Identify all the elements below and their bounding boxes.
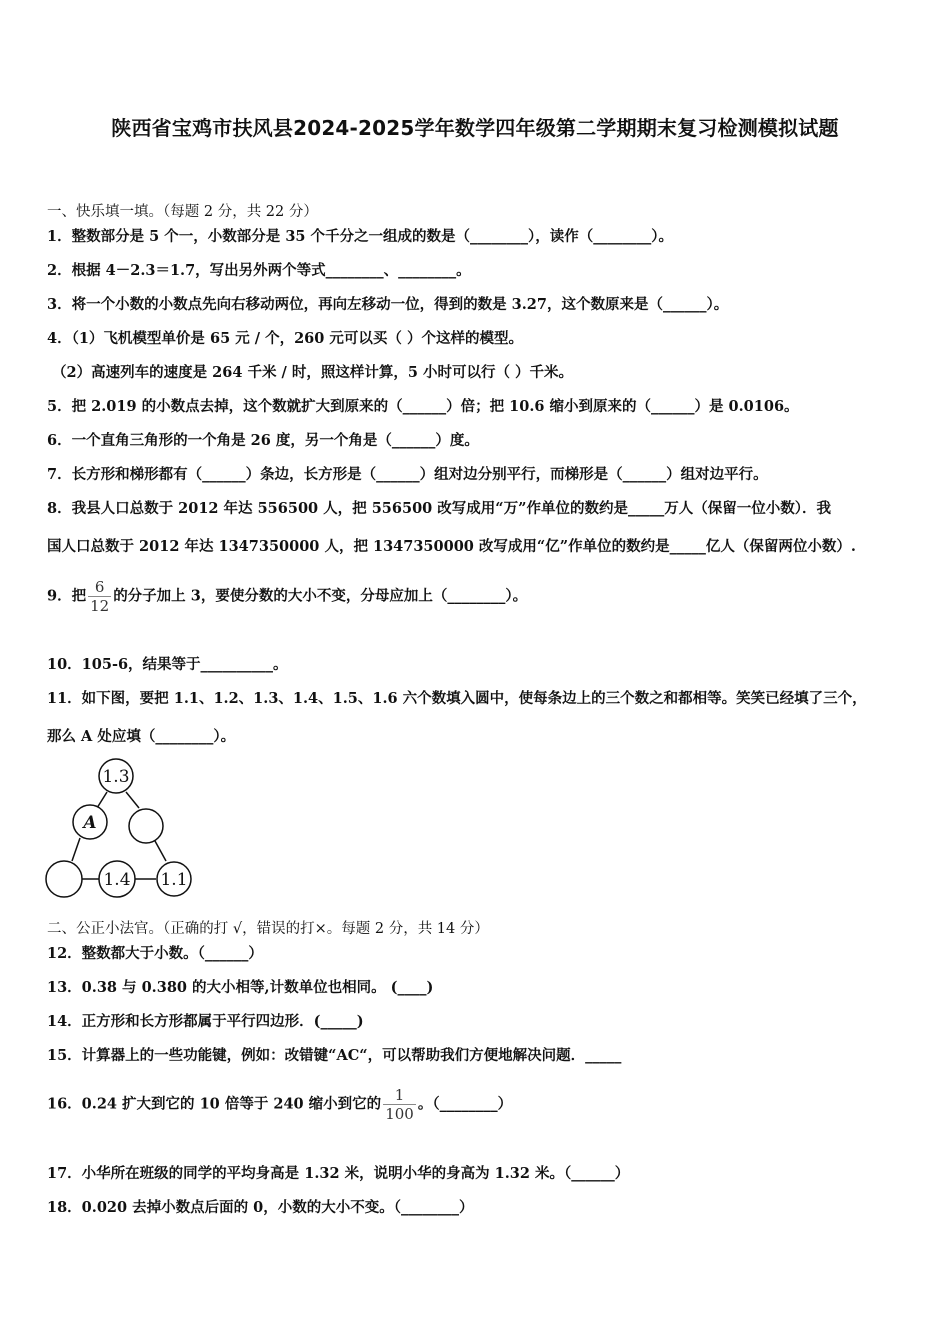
question-16 xyxy=(47,1086,512,1123)
question-5: 5．把 2.019 的小数点去掉，这个数就扩大到原来的（______）倍；把 10.6 缩小到原来的（______）是 0.0106。 xyxy=(47,398,799,415)
figure-label-bottom-right: 1.1 xyxy=(160,870,188,890)
question-7: 7．长方形和梯形都有（______）条边，长方形是（______）组对边分别平行，而梯形是（______）组对边平行。 xyxy=(47,466,768,483)
circle-right-mid xyxy=(129,809,163,843)
fraction-6-12 xyxy=(88,578,111,615)
question-11-line-1: 11．如下图，要把 1.1、1.2、1.3、1.4、1.5、1.6 六个数填入圆中，使每条边上的三个数之和都相等。笑笑已经填了三个， xyxy=(47,690,867,707)
question-4-part-1: 4．（1）飞机模型单价是 65 元 / 个，260 元可以买（ ）个这样的模型。 xyxy=(47,330,523,347)
question-10: 10．105-6，结果等于__________。 xyxy=(47,656,288,673)
edge-right-bottom xyxy=(155,841,166,861)
question-12: 12．整数都大于小数。（______） xyxy=(47,945,263,962)
question-8-line-1: 8．我县人口总数于 2012 年达 556500 人，把 556500 改写成用“万”作单位的数约是_____万人（保留一位小数）．我 xyxy=(47,500,831,517)
figure-label-a: A xyxy=(83,813,97,833)
question-9-suffix: 的分子加上 3，要使分数的大小不变，分母应加上（________）。 xyxy=(113,587,528,605)
section-heading-2: 二、公正小法官。（正确的打 √，错误的打×。每题 2 分，共 14 分） xyxy=(47,921,489,937)
question-1: 1．整数部分是 5 个一，小数部分是 35 个千分之一组成的数是（________），读作（________）。 xyxy=(47,228,674,245)
question-13: 13．0.38 与 0.380 的大小相等,计数单位也相同。 (____) xyxy=(47,979,434,996)
fraction-denominator: 100 xyxy=(385,1105,414,1123)
question-4-part-2: （2）高速列车的速度是 264 千米 / 时，照这样计算，5 小时可以行（ ）千米。 xyxy=(52,364,574,381)
edge-left-bottom xyxy=(72,838,80,861)
question-3: 3．将一个小数的小数点先向右移动两位，再向左移动一位，得到的数是 3.27，这个数原来是（______）。 xyxy=(47,296,729,313)
question-16-suffix: 。（________） xyxy=(417,1095,513,1113)
edge-top-right xyxy=(126,792,139,808)
question-14: 14．正方形和长方形都属于平行四边形．(_____) xyxy=(47,1013,364,1030)
question-17: 17．小华所在班级的同学的平均身高是 1.32 米，说明小华的身高为 1.32 米。（______） xyxy=(47,1165,630,1182)
question-15: 15．计算器上的一些功能键，例如：改错键“AC“，可以帮助我们方便地解决问题．_____ xyxy=(47,1047,622,1064)
question-9-prefix: 9．把 xyxy=(47,587,87,605)
question-11-line-2: 那么 A 处应填（________）。 xyxy=(47,728,236,745)
question-9 xyxy=(47,578,527,615)
page-title: 陕西省宝鸡市扶风县2024-2025学年数学四年级第二学期期末复习检测模拟试题 xyxy=(111,116,839,140)
figure-label-bottom-mid: 1.4 xyxy=(103,870,131,890)
section-heading-1: 一、快乐填一填。（每题 2 分，共 22 分） xyxy=(47,204,318,220)
question-18: 18．0.020 去掉小数点后面的 0，小数的大小不变。（________） xyxy=(47,1199,474,1216)
triangle-diagram xyxy=(44,757,196,899)
fraction-numerator: 6 xyxy=(94,578,105,596)
edge-top-left xyxy=(97,792,107,808)
fraction-denominator: 12 xyxy=(90,597,110,615)
question-2: 2．根据 4－2.3＝1.7，写出另外两个等式________、________。 xyxy=(47,262,471,279)
question-6: 6．一个直角三角形的一个角是 26 度，另一个角是（______）度。 xyxy=(47,432,479,449)
fraction-1-100 xyxy=(383,1086,416,1123)
triangle-circle-figure xyxy=(44,757,196,899)
question-8-line-2: 国人口总数于 2012 年达 1347350000 人，把 1347350000 改写成用“亿”作单位的数约是_____亿人（保留两位小数）. xyxy=(47,538,856,555)
fraction-numerator: 1 xyxy=(394,1086,405,1104)
circle-bottom-left xyxy=(46,861,82,897)
figure-label-top: 1.3 xyxy=(102,767,130,787)
question-16-prefix: 16．0.24 扩大到它的 10 倍等于 240 缩小到它的 xyxy=(47,1095,382,1113)
